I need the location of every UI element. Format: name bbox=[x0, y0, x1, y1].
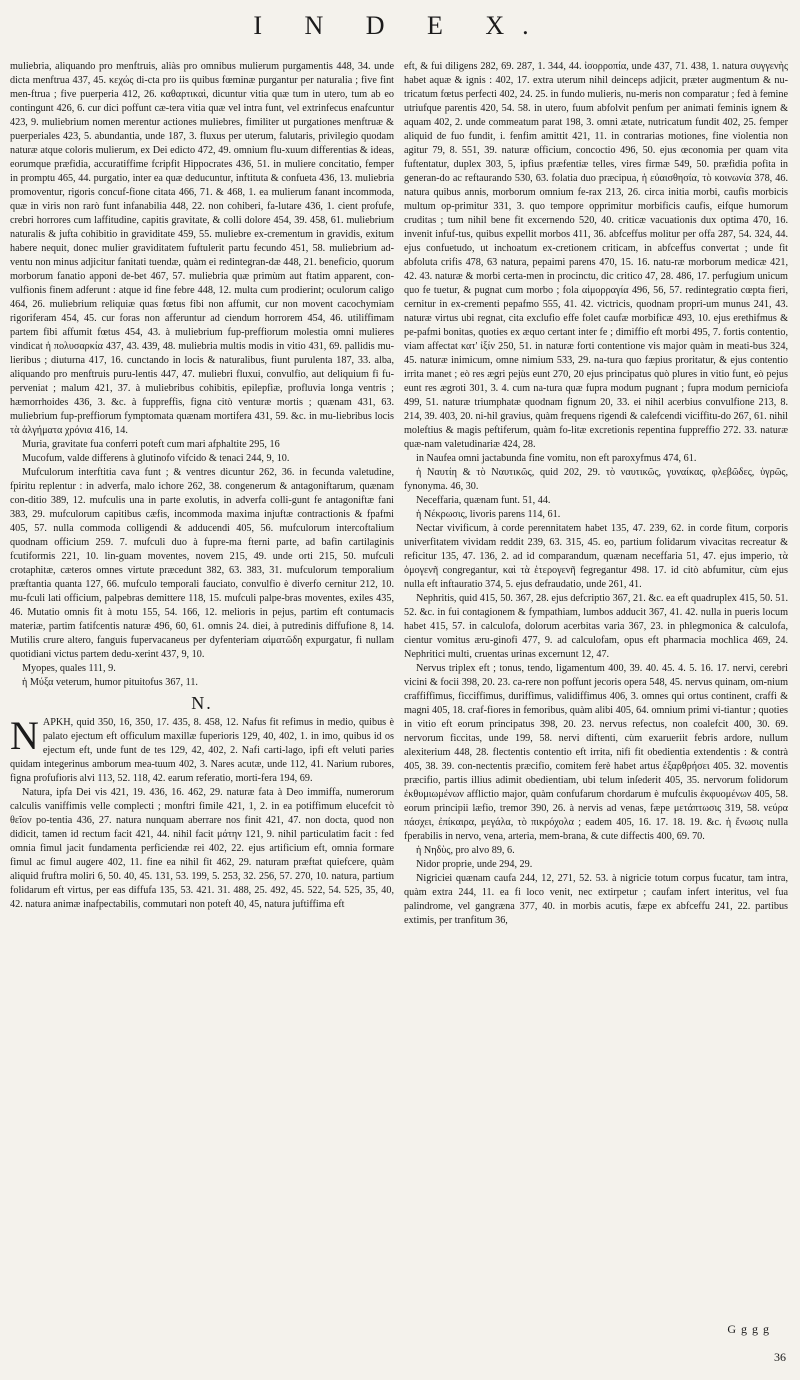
entry-nigriciei: Nigriciei quænam caufa 244, 12, 271, 52. 53. à nigricie totum corpus fucatur, tam intra, quàm extra 244, 11. ea fi loco venit, nec extirpetur ; caufam infert interitus, vel fua palindrome, vel gangræna 377, 40. in morbis acutis, fæpe ex abfceffu 241, 22. partibus extimis, per tranfitum 36, bbox=[404, 873, 788, 926]
entry-natura-cont: eft, & fui diligens 282, 69. 287, 1. 344, 44. ἰσορροπία, unde 437, 71. 438, 1. natura συγγενὴς habet aquæ & ignis : 402, 17. extra uterum nihil deinceps adjicit, præter augmentum & nu-tricatum fœtus perfecti 402, 24. 25. in fundo mulieris, nu-meris non comparatur ; fed à femine utriufque parentis 420, 54. 58. in utero, fuum abfolvit penfum per animati feminis ignem & aquam 402, 2. unde commeatum parat 198, 3. omni ætate, nutricatum fundit 402, 25. femper aliquid de fuo fundit, i. fenfim amittit 421, 11. in contrarias motiones, fine violentia non agitur 79, 8. 551, 39. naturæ officium, concoctio 496, 50. ejus œconomia per quam vita fuftentatur, duplex 303, 5, ipfius præfentiæ telles, vires firmæ 549, 50. præfidia pofita in generan-do ac reftaurando 530, 63. folatia duo præcipua, ἡ εὐαισθησία, τὸ κοινωνία 378, 46. natura quibus annis, morborum omnium fe-rax 213, 26. circa initia morbi, caufis morbicis multum op-primitur 331, 3. quo tempore opprimitur morbificis caufis, eifque humorum cruditas ; tum nihil bene fit excernendo 520, 40. criticæ vacuationis dux optima 470, 16. invenit infuf-tus, quibus expellit morbos 411, 36. abfceffus molitur per offa 287, 54. 324, 44. ejus confuetudo, ut inchoatum ex-cretionem criticam, in abfceffus convertat ; unde fit abfoluta crifis 478, 63 natura, pepaimi parens 470, 15. 16. natu-ræ morborum medicæ 421, 42. 43. naturæ & morbi certa-men in procinctu, dic critico 47, 28. 486, 17. perfugium unicum quo fe tuetur, & pugnat cum morbo ; fola αἱμορραγία 496, 56, 57. redintegratio cœpta fieri, cernitur in ex-crementi pepafmo 555, 41. 42. victricis, quodnam propri-um munus 241, 43. naturæ virtus ubi regnat, cita exclufio effe folet caufæ morbificæ 493, 10. ejus erethifmus & pe-pafmi bonitas, quoties ex æquo certant inter fe ; dimiffio eft morbi 495, 7. fortis contentio, viam affectat κατ' ἰξίν 250, 51. in naturæ forti contentione vis major quàm in meati-bus 324, 45. naturæ inimicum, omne nimium 533, 29. na-tura quo fæpius proritatur, & ejus contentio irrita manet ; eò res ægri pejùs eunt 270, 20 ejus principatus quò plures in vitio funt, eò pejus eunt res ægroti 301, 3. 4. cum na-tura quæ fupra modum pugnant ; fupra modum perniciofa 499, 51. naturæ triumphatæ quodnam fignum 20, 33. ei nihil acerbius convulfione 213, 8. 214, 39. 403, 20. ni-hil gravius, quàm frequens rigendi & calefcendi viciffitu-do 267, 61. nihil moleftius & magis peftiferum, quàm fo-litæ excretionis repentina fuppreffio 272. 33. naturæ quæ-nam valetudinariæ 424, 28. bbox=[404, 61, 788, 450]
entry-muria: Muria, gravitate fua conferri poteft cum mari afphaltite 295, 16 bbox=[22, 439, 280, 450]
entry-myxa: ἡ Μύξα veterum, humor pituitofus 367, 11. bbox=[22, 677, 198, 688]
entry-musculorum: Mufculorum interftitia cava funt ; & ventres dicuntur 262, 36. in fecunda valetudine, fpiritu replentur : in adverfa, malo ichore 262, 38. congenerum & antagoniftarum, quænam con-ditio 389, 12. mufculis una in parte exolutis, in adverfa colli-gunt fe antagoniftæ fani 383, 29. mufculorum capitibus cæfis, incommoda maxima injuftæ contractionis & fpafmi 405, 57. nulla commoda colligendi & adducendi 405, 56. mufculorum intercoftalium quodnam officium 259. 7. mufculi duo à fupre-ma fterni parte, ad bafin cartilaginis fcutiformis 221, 10. lin-guam moventes, novem 215, 49. unde orti 215, 50. mufculi crotaphitæ, cæteros omnes virtute præcedunt 382, 63. 383, 31. mufculorum temporalium præftantia quanta 127, 66. mufculo temporali fauciato, convulfio è diverfo cernitur 212, 10. mu-fculi lati officium, palpebras demittere 118, 15. mufculi palpe-bras moventes, exiles 435, 46. Mutatio omnis fit à motu 155, 54. 166, 12. melioris in pejus, partim eft contumacis materiæ, partim fatifcentis naturæ 496, 60, 61. omnis 24. diei, à putredinis diffufione 8, 14. Mutilis crure altero, fanguis fupervacaneus per dyfenteriam αἱματῶδη expurgatur, fi nullam quotidiani victus partem dedu-xerint 437, 9, 10. bbox=[10, 467, 394, 660]
entry-myopes: Myopes, quales 111, 9. bbox=[22, 663, 116, 674]
entry-natura: Natura, ipfa Dei vis 421, 19. 436, 16. 462, 29. naturæ fata à Deo immiffa, numerorum calculis vaniffimis velle complecti ; monftri fimile 421, 1, 2. in ea potiffimum elucefcit τὸ θεῖον po-tentia 436, 27. natura nunquam aberrare nos finit 421, 47. non docta, quod non didicit, tamen id rectum facit 421, 44. nihil facit μάτην 121, 9. nihil particulatim facit : fed omnia fimul jacit fundamenta perficiendæ rei 402, 22. ejus artificium eft, omnia formare fimul ac fimul augere 402, 11. fine ea nihil fit 462, 29. naturam præftat quiefcere, quàm aliquid fruftra moliri 6, 50. 40, 45. 131, 53. 199, 5. 253, 32. 256, 57. 270, 10. natura, partium folidarum eft virtus, per eas diffufa 135, 53. 421. 31. 488, 25. 492, 45. 522, 54. 525, 35, 40, 42. natura animæ inafpectabilis, commutari non poteft 40, 45, natura juftiffima eft bbox=[10, 787, 394, 910]
entry-nervus: Nervus triplex eft ; tonus, tendo, ligamentum 400, 39. 40. 45. 4. 5. 16. 17. nervi, cerebri vicini & focii 398, 20. 23. ca-rere non poffunt jecoris opera 548, 45. nervus quinam, om-nium craffiffimus, ficciffimus, duriffimus, validiffimus 406, 3. omnes qui ortus continent, craffi & magni 405, 18. craf-fiores in femoribus, quàm alibi 405, 64. omnium primi vi-tiantur ; quoties in vitio eft eorum principatus 398, 20. 23. nervus refectus, non coalefcit 400, 30. 69. nervorum ficcitas, unde 199, 58. nervi diftenti, cùm exarueriit febris ardore, nullum alexiterium 448, 28. flectentis contentio eft irrita, nifi fit obedientia extendentis : & contrà 405, 38. 39. con-nectentis præcifio, comitem ferè habet artus ἐξαρθρήσει 405. 32. moventis præcifio, partis illius adimit obedientiam, ubi telum inſederit 405, 35. nervorum folidorum ἐκθυμιωμένων afflictio major, quàm confufarum chordarum è mufculis ἐκφυομένων 405, 58. eorum principii læfio, tremor 390, 26. à nervis ad venas, fæpe μετάπτωσις 319, 58. νεύρα πάσχει, ἐπίκαιρα, μεγάλα, τὸ πικρόχολα ; eadem 405, 16. 17. 18. 19. &c. ἡ ἔνωσις nulla fperabilis in nervo, vena, arteria, mem-brana, & cute diffectis 400, 69. 70. bbox=[404, 663, 788, 842]
signature-mark: G g g g bbox=[727, 1322, 770, 1336]
section-letter-n: N. bbox=[191, 693, 213, 713]
drop-cap: N bbox=[10, 713, 39, 758]
entry-nautie: ἡ Ναυτίη & τὸ Ναυτικῶς, quid 202, 29. τὸ ναυτικῶς, γυναίκας, φλεβῶδες, ὑγρῶς, fynonyma. 46, 30. bbox=[404, 467, 788, 492]
entry-necessaria: Neceffaria, quænam funt. 51, 44. bbox=[416, 495, 551, 506]
entry-muliebria: muliebria, aliquando pro menftruis, aliàs pro omnibus mulierum purgamentis 448, 34. unde dicta menftrua 437, 45. κεχώς di-cta pro iis quibus fœminæ purgantur per naturalia ; five fint men-ftrua ; five puerperia 412, 26. καθαρτικαὶ, dicuntur vitia quæ tum in utero, tum ab eo contingunt 426, 6. cur dici poffunt cæ-tera vitia quæ vel intra funt, vel extrinfecus enafcuntur 423, 9. muliebrium nomen merentur actiones muliebres, fimiliter ut purgationes menftruæ & puerperiales 423, 5. abundantia, unde 187, 3. fluxus per uterum, falutaris, privilegio quodam naturæ atque coloris mulierum, ex Dei edicto 472, 49. omnium flu-xuum differentias & ideas, eorumque præfidia, accuratiffime fcripfit Hippocrates 436, 51. in muliere concitatio, femper in promptu 465, 44. purgatio, inter ea quæ deducuntur, inftituta & confueta 436, 13. muliebria promoventur, rigoris concuf-fione citata 466, 71. & 468, 1. ea mulierum fanant incommoda, quæ in viris non rarò funt infanabilia 448, 22. non cohiberi, fa-lutare 436, 1. cient profufe, crebri horrores cum laffitudine, capitis gravitate, & colli dolore 454, 39. 458, 61. muliebrium naturalis & jufta cohibitio in graviditate 459, 55. muliebre ex-crementum in gravidis, exitum habere nequit, donec mulier graviditatem fuftulerit partu fecundo 451, 58. muliebrium ad-ventu non minus adjicitur fanitati tuendæ, quàm ei redintegran-dæ 448, 21. beneficio, quorum morborum fanatio apponi de-bet 467, 57. muliebria quæ primùm aut ftatim apparent, con-vulfionis finem adferunt : atque id fine febre 448, 12. multa cum prodierint; oculorum caligo 464, 26. muliebrium reliquiæ quas fœtus fibi non affumit, cur non movent cacochymiam rigoriferam 454, 45. cur foras non afferuntur ad ciendum horrorem 454, 46. utiliffimam partem fibi affumit fœtus 454, 43. à muliebrium fup-preffiorum molestia omni mulieres vindicat ἡ πολυσαρκία 437, 43. 439, 48. muliebria multis modis in vitio 431, 69. pallidis mu-lieribus ; diuturna 417, 16. cunctando in locis & naturalibus, fiunt purulenta 187, 33. alba, aliquando pro menftruis puru-lentis 447, 47. muliebri fluxui, convulfio, aut deliquium fi fu-perveniat ; malum 421, 37. à muliebribus cohibitis, epilepfiæ, profluvia longa ventris ; hæmorrhoides 436, 3. &c. à fuppreffis, figna citò venturæ mortis ; quænam 431, 63. muliebrium fup-preffiorum fymptomata quænam mortifera 431, 59. &c. in mu-liebribus locis τὰ ἀλγήματα χρόνια 416, 14. bbox=[10, 61, 394, 436]
entry-nedys: ἡ Νηδὺς, pro alvo 89, 6. bbox=[416, 845, 515, 856]
entry-nephritis: Nephritis, quid 415, 50. 367, 28. ejus defcriptio 367, 21. &c. ea eft quadruplex 415, 50. 51. 52. &c. in fui contagionem & fympathiam, lumbos adducit 367, 41. 42. nulla in pueris locum habet 415, 57. in calculofa, dolorum acerbitas varia 367, 23. in phlegmonica & calculofa, cientur vomitus æru-ginofi 477, 9. ad calculofam, opus eft pharmacia mochlica 469, 24. Nephritici multi, cruentas urinas excernunt 12, 47. bbox=[404, 593, 788, 660]
entry-mucosum: Mucofum, valde differens à glutinofo vifcido & tenaci 244, 9, 10. bbox=[22, 453, 290, 464]
page-header: I N D E X. bbox=[253, 11, 547, 40]
entry-nausea: in Naufea omni jactabunda fine vomitu, non eft paroxyfmus 474, 61. bbox=[416, 453, 697, 464]
left-column bbox=[10, 60, 394, 1315]
entry-nectar: Nectar vivificum, à corde perennitatem habet 135, 47. 239, 62. in corde fitum, corporis univerfitatem vividam reddit 239, 63. 315, 45. eo, partium folidarum vivacitas recreatur & reficitur 135, 47. 136, 2. ad id comparandum, quænam neceffaria 51, 47. ejus imperio, τὰ ὁμογενῆ congregantur, καὶ τὰ ἑτερογενῆ fegregantur 498. 17. id citò abfumitur, cùm ejus nulla eft inftauratio 374, 5. ejus defraudatio, unde 261, 41. bbox=[404, 523, 788, 590]
entry-necrosis: ἡ Νέκρωσις, livoris parens 114, 61. bbox=[416, 509, 561, 520]
page-number: 36 bbox=[774, 1350, 786, 1364]
entry-nidor: Nidor proprie, unde 294, 29. bbox=[416, 859, 533, 870]
entry-narke-text: APKH, quid 350, 16, 350, 17. 435, 8. 458, 12. Nafus fit refimus in medio, quibus è palato ejectum eft officulum maxillæ fuperioris 129, 40, 402, 1. in imo, quibus id os ejectum eft, unde funt de tes 129, 42, 402, 2. Nafi carti-lago, ipfi eft veluti paries quidam integerinus amborum mea-tuum 402, 3. Nares acutæ, unde 112, 41. Narium rubores, figna profufioris alvi 113, 52. 118, 42. earum referatio, morti-fera 194, 69. bbox=[10, 717, 394, 784]
right-column bbox=[404, 60, 788, 1315]
entry-narke bbox=[10, 713, 394, 786]
